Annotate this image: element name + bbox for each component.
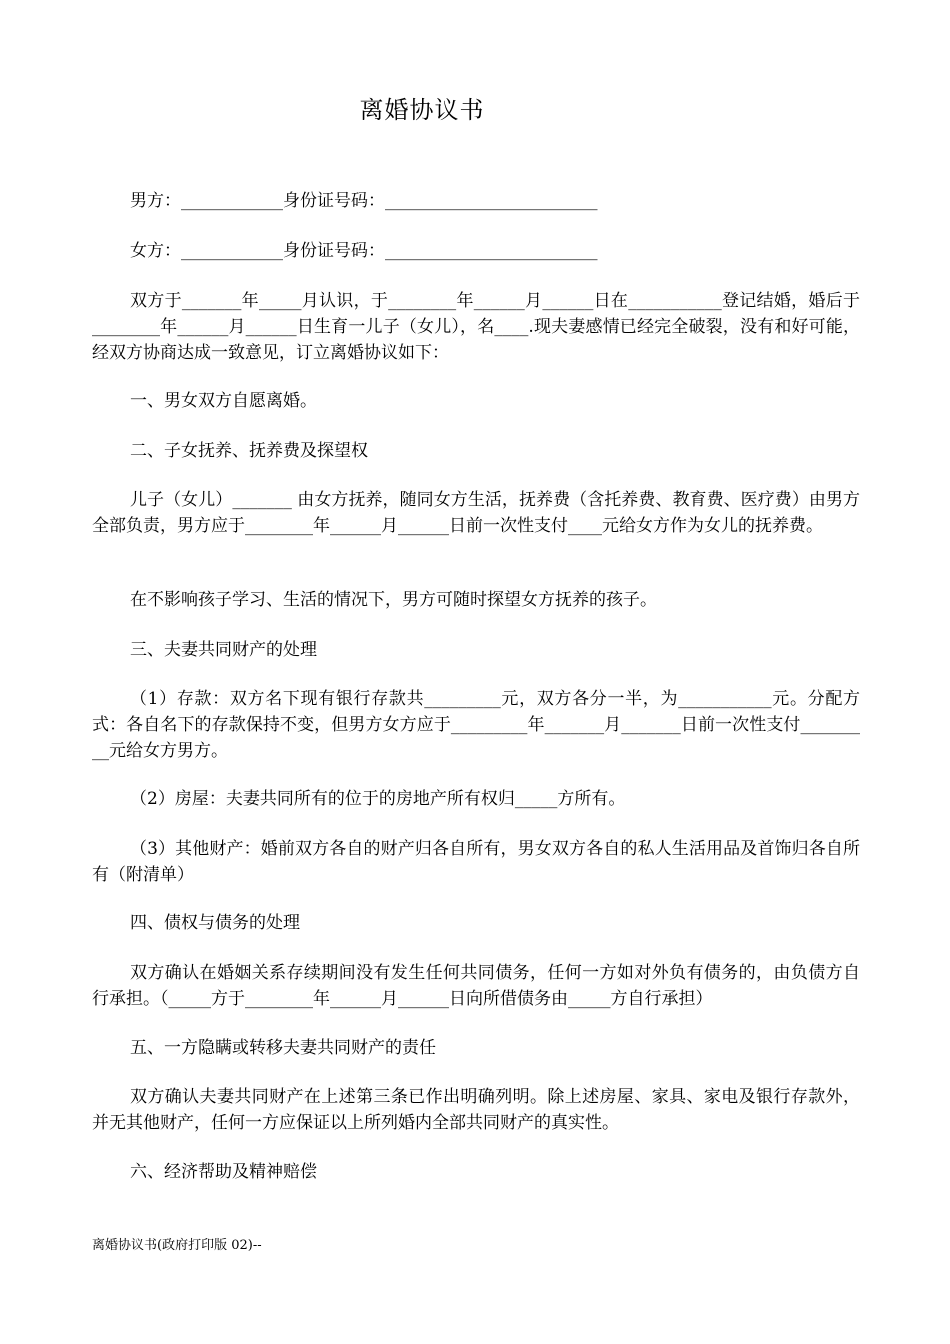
section-heading-1: 一、男女双方自愿离婚。 (130, 391, 317, 411)
custody-paragraph: 儿子（女儿）_______ 由女方抚养，随同女方生活，抚养费（含托养费、教育费、医疗费）由男方全部负责，男方应于________年______月______日前一次性支付____元给女方作为女儿的抚养费。 (92, 490, 860, 536)
page-footer: 离婚协议书(政府打印版 02)-- (92, 1238, 262, 1253)
female-party-line: 女方：____________身份证号码：_________________________ (130, 241, 598, 261)
section-heading-5: 五、一方隐瞒或转移夫妻共同财产的责任 (130, 1038, 436, 1058)
male-party-line: 男方：____________身份证号码：_________________________ (130, 191, 598, 211)
section-heading-2: 二、子女抚养、抚养费及探望权 (130, 441, 368, 461)
other-property-paragraph: （3）其他财产：婚前双方各自的财产归各自所有，男女双方各自的私人生活用品及首饰归各自所有（附清单） (92, 839, 860, 885)
section-heading-3: 三、夫妻共同财产的处理 (130, 640, 317, 660)
concealment-paragraph: 双方确认夫妻共同财产在上述第三条已作出明确列明。除上述房屋、家具、家电及银行存款外，并无其他财产，任何一方应保证以上所列婚内全部共同财产的真实性。 (92, 1087, 860, 1133)
house-paragraph: （2）房屋：夫妻共同所有的位于的房地产所有权归_____方所有。 (130, 789, 626, 809)
deposit-paragraph: （1）存款：双方名下现有银行存款共_________元，双方各分一半，为___________元。分配方式：各自名下的存款保持不变，但男方女方应于_________年_______月_______日前一次性支付_________元给女方男方。 (92, 689, 860, 761)
debt-paragraph: 双方确认在婚姻关系存续期间没有发生任何共同债务，任何一方如对外负有债务的，由负债方自行承担。（_____方于________年______月______日向所借债务由_____方自行承担） (92, 963, 860, 1009)
visitation-paragraph: 在不影响孩子学习、生活的情况下，男方可随时探望女方抚养的孩子。 (130, 590, 657, 610)
intro-paragraph: 双方于_______年_____月认识，于________年______月______日在___________登记结婚，婚后于________年______月______日生育一儿子（女儿），名____.现夫妻感情已经完全破裂，没有和好可能，经双方协商达成一致意见，订立离婚协议如下： (92, 291, 860, 363)
section-heading-4: 四、债权与债务的处理 (130, 913, 300, 933)
section-heading-6: 六、经济帮助及精神赔偿 (130, 1162, 317, 1182)
document-title: 离婚协议书 (359, 96, 485, 124)
